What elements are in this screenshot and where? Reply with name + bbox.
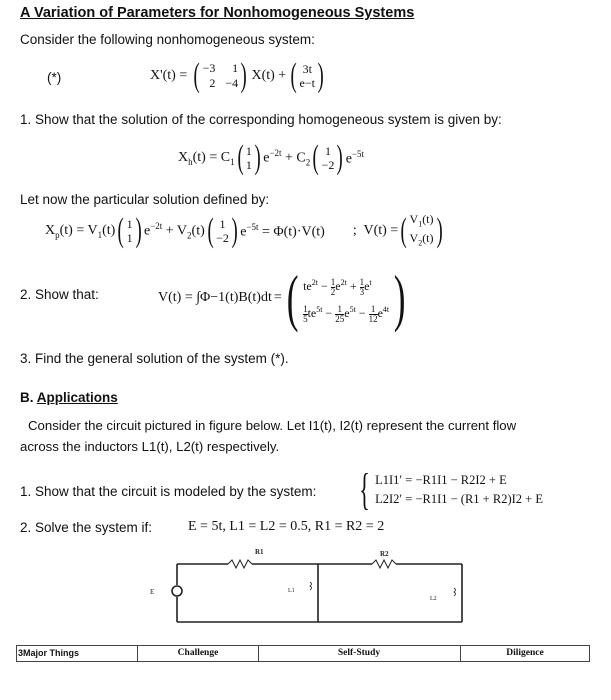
question-2-label: 2. Show that: bbox=[20, 287, 99, 302]
system-tag: (*) bbox=[47, 70, 62, 85]
label-r1: R1 bbox=[255, 548, 264, 556]
part-b-question-2: 2. Solve the system if: bbox=[20, 520, 153, 535]
page-title: A Variation of Parameters for Nonhomogeneous Systems bbox=[20, 5, 415, 21]
matrix-a12: 1 bbox=[232, 61, 239, 75]
forcing-vector: ( 3t e−t ) bbox=[290, 57, 324, 94]
circuit-eq-2: L2I2′ = −R1I1 − (R1 + R2)I2 + E bbox=[375, 492, 543, 506]
matrix-a22: −4 bbox=[225, 76, 239, 90]
question-1-text: 1. Show that the solution of the corresponding homogeneous system is given by: bbox=[20, 112, 502, 127]
label-e: E bbox=[150, 588, 155, 596]
intro-text: Consider the following nonhomogeneous system: bbox=[20, 32, 315, 47]
particular-text: Let now the particular solution defined by: bbox=[20, 192, 270, 207]
forcing-bottom: e−t bbox=[299, 76, 315, 90]
footer-item-challenge: Challenge bbox=[177, 648, 219, 658]
circuit-eq-1: L1I1′ = −R1I1 − R2I2 + E bbox=[375, 473, 507, 487]
circuit-system: { L1I1′ = −R1I1 − R2I2 + E L2I2′ = −R1I1 − (R1 + R2)I2 + E bbox=[359, 465, 543, 514]
matrix-a11: −3 bbox=[202, 61, 216, 75]
part-b-line-2: across the inductors L1(t), L2(t) respectively. bbox=[20, 439, 280, 454]
part-b-heading bbox=[20, 390, 118, 405]
forcing-top: 3t bbox=[302, 62, 312, 76]
vt-integral-lhs: V(t) = ∫Φ−1(t)B(t)dt bbox=[158, 290, 272, 305]
question-3-text: 3. Find the general solution of the system (*). bbox=[20, 351, 289, 366]
homogeneous-solution: $X_h(t) = C_1$ ( 1 1 ) $e^{-2t} + C_2$ ( 1 −2 ) $e^{-5t}$ bbox=[178, 139, 364, 176]
footer-item-self-study: Self-Study bbox=[337, 648, 381, 658]
part-b-question-1: 1. Show that the circuit is modeled by the system: bbox=[20, 484, 317, 499]
footer-item-major-things: 3Major Things bbox=[18, 648, 80, 658]
part-b-prefix: B. bbox=[20, 390, 37, 405]
circuit-diagram bbox=[140, 544, 480, 634]
vt-integral: V(t) = ∫Φ−1(t)B(t)dt = ( $te^{2t}$ − $\frac{1}{2}$ $e^{2t}$ + $\frac{1}{3}$ $e^t$ $\frac{1}{5}$ $te^{5t}$ − $\frac{1}{25}$ $e^{5t}$ − $\frac{1}{12}$ $e^{4t}$ ) bbox=[158, 262, 406, 333]
system-lhs: X'(t) = bbox=[150, 68, 188, 83]
footer-divider bbox=[589, 645, 590, 661]
label-r2: R2 bbox=[380, 550, 389, 558]
part-b-values: E = 5t, L1 = L2 = 0.5, R1 = R2 = 2 bbox=[188, 519, 385, 534]
label-l2: L2 bbox=[430, 596, 437, 602]
particular-solution: $X_p(t) = V_1(t)$ ( 1 1 ) $e^{-2t} + V_2(t)$ ( 1 −2 ) $e^{-5t} = \Phi(t)\cdot V(t)$ ; V(t) = ( $V_1(t)$ $V_2(t)$ ) bbox=[45, 211, 443, 249]
system-equation bbox=[150, 58, 326, 94]
footer-divider bbox=[16, 645, 17, 661]
matrix-a21: 2 bbox=[209, 76, 216, 90]
system-mid: X(t) + bbox=[251, 68, 287, 83]
part-b-line-1: Consider the circuit pictured in figure below. Let I1(t), I2(t) represent the current flow bbox=[28, 418, 517, 433]
footer-rule-bottom bbox=[16, 661, 590, 662]
coefficient-matrix: ( −3 1 2 −4 ) bbox=[193, 57, 247, 94]
label-l1: L1 bbox=[288, 588, 295, 594]
footer-item-diligence: Diligence bbox=[506, 648, 544, 658]
part-b-title: Applications bbox=[36, 390, 118, 405]
